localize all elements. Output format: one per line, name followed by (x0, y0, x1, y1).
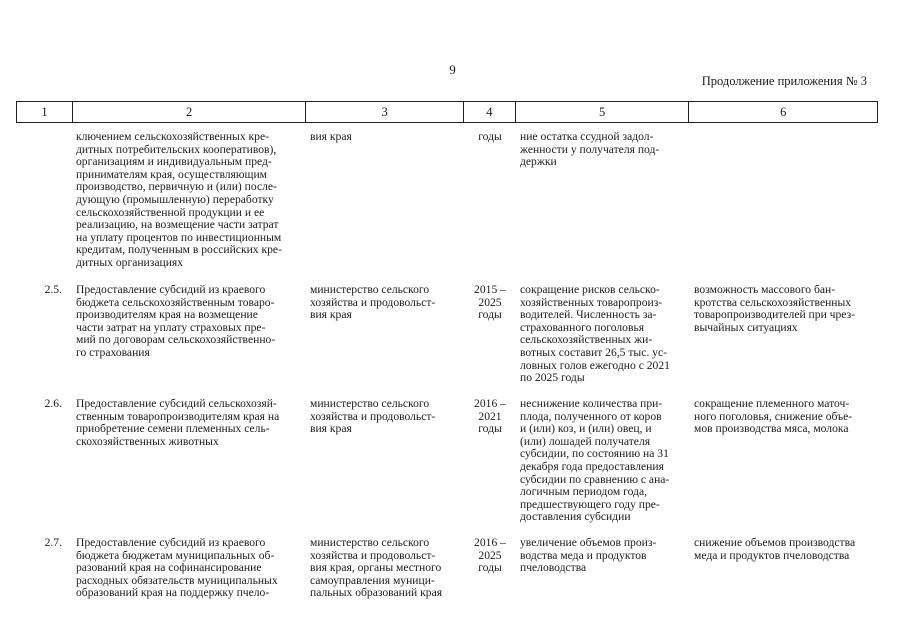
row-number (16, 131, 72, 270)
measure-description: ключением сельскохозяйственных кре- дитных потребительских кооперативов), организациям и индивидуальным пред- принимателям края, осуществляющим производство, первичную и (или) после- дующую (промышленную) переработку сельскохозяйственной продукции и ее реализацию, на возмещение части затрат на уплату процентов по инвестиционным кредитам, полученным в российских кре- дитных организациях (76, 130, 282, 269)
column-header-4: 4 (464, 102, 516, 122)
column-header-1: 1 (17, 102, 73, 122)
expected-result: неснижение количества при- плода, полученного от коров и (или) коз, и (или) овец, и (или) лошадей получателя субсидии, по состоянию на 31 декабря года предоставления субсидии по сравнению с ана- логичным периодом года, предшествующего году пре- доставления субсидии (520, 397, 670, 524)
measure-description: Предоставление субсидий из краевого бюджета сельскохозяйственным товаро- производителям края на возмещение части затрат на уплату страховых пре- мий по договорам сельскохозяйственно- го страхования (76, 283, 276, 359)
expected-result: ние остатка ссудной задол- женности у получателя под- держки (520, 130, 660, 169)
table-row (16, 131, 878, 270)
column-header-3: 3 (306, 102, 464, 122)
executor: министерство сельского хозяйства и продовольст- вия края (310, 283, 436, 322)
table-row (16, 398, 878, 524)
executor: вия края (310, 130, 352, 143)
executor: министерство сельского хозяйства и продовольст- вия края (310, 397, 436, 436)
implementation-period: 2016 – 2021 годы (474, 397, 506, 436)
non-implementation-consequence: сокращение племенного маточ- ного поголовья, снижение объе- мов производства мяса, молока (694, 397, 853, 436)
table-row (16, 537, 878, 600)
non-implementation-consequence: снижение объемов производства меда и продуктов пчеловодства (694, 536, 856, 562)
measure-description: Предоставление субсидий сельскохозяй- ственным товаропроизводителям края на приобретение семени племенных сель- скохозяйственных животных (76, 397, 280, 448)
page-number: 9 (449, 62, 456, 77)
measure-description: Предоставление субсидий из краевого бюджета бюджетам муниципальных об- разований края на софинансирование расходных обязательств муниципальных образований края на поддержку пчело- (76, 536, 278, 600)
appendix-continuation-note: Продолжение приложения № 3 (701, 74, 867, 88)
implementation-period: 2016 – 2025 годы (474, 536, 506, 575)
non-implementation-consequence (690, 131, 878, 270)
table-row (16, 284, 878, 385)
row-number: 2.5. (44, 283, 62, 296)
implementation-period: 2015 – 2025 годы (474, 283, 506, 322)
implementation-period: годы (478, 130, 502, 143)
expected-result: сокращение рисков сельско- хозяйственных товаропроиз- водителей. Численность за- страхованного поголовья сельскохозяйственных жи- вотных составит 26,5 тыс. ус- ловных голов ежегодно с 2021 по 2025 годы (520, 283, 670, 385)
column-header-6: 6 (780, 105, 787, 119)
column-header-2: 2 (73, 102, 306, 122)
row-number: 2.7. (44, 536, 62, 549)
non-implementation-consequence: возможность массового бан- кротства сельскохозяйственных товаропроизводителей при чрез- вычайных ситуациях (694, 283, 856, 334)
expected-result: увеличение объемов произ- водства меда и продуктов пчеловодства (520, 536, 657, 575)
row-number: 2.6. (44, 397, 62, 410)
column-header-5: 5 (516, 102, 690, 122)
table-column-header-row (16, 101, 878, 123)
executor: министерство сельского хозяйства и продовольст- вия края, органы местного самоуправления муници- пальных образований края (310, 536, 443, 600)
